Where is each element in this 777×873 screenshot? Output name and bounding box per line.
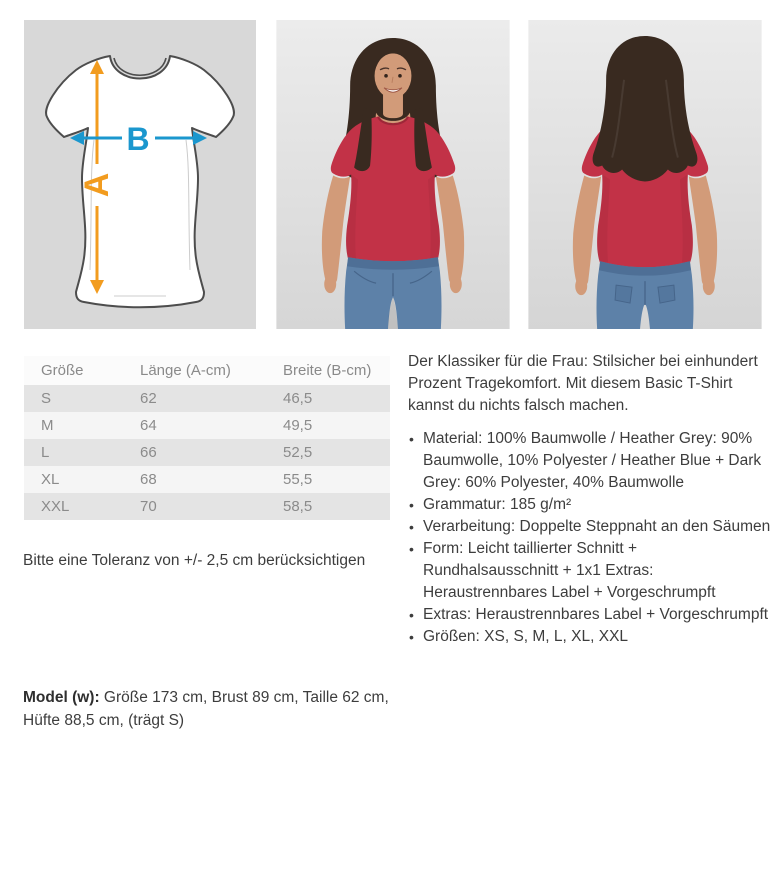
feature-extras: • Extras: Heraustrennbares Label + Vorgeschrumpft bbox=[408, 604, 774, 626]
tshirt-measure-diagram-icon bbox=[24, 20, 256, 329]
cell-size: XL bbox=[41, 471, 60, 488]
cell-width: 52,5 bbox=[283, 444, 313, 461]
model-back-photo[interactable] bbox=[528, 20, 762, 329]
measure-label-a: A bbox=[78, 172, 116, 198]
feature-grammatur: • Grammatur: 185 g/m² bbox=[408, 494, 774, 516]
product-description bbox=[408, 351, 774, 648]
header-length: Länge (A-cm) bbox=[140, 356, 283, 385]
header-size: Größe bbox=[24, 356, 140, 385]
cell-size: L bbox=[41, 444, 50, 461]
cell-size: M bbox=[41, 417, 54, 434]
model-measurements bbox=[23, 686, 395, 732]
tolerance-note: Bitte eine Toleranz von +/- 2,5 cm berücksichtigen bbox=[23, 551, 366, 569]
table-row-xl bbox=[24, 466, 390, 493]
cell-size: S bbox=[41, 390, 52, 407]
cell-length: 62 bbox=[140, 390, 157, 407]
cell-length: 64 bbox=[140, 417, 157, 434]
table-row-s bbox=[24, 385, 390, 412]
model-front-illustration-icon bbox=[276, 20, 510, 329]
model-front-photo[interactable] bbox=[276, 20, 510, 329]
cell-width: 46,5 bbox=[283, 390, 313, 407]
feature-groessen: • Größen: XS, S, M, L, XL, XXL bbox=[408, 626, 774, 648]
size-diagram-image[interactable] bbox=[24, 20, 256, 329]
feature-form: • Form: Leicht taillierter Schnitt + Rundhalsausschnitt + 1x1 Extras: Heraustrennbares Label + Vorgeschrumpft bbox=[408, 538, 774, 604]
cell-width: 58,5 bbox=[283, 498, 313, 515]
cell-width: 55,5 bbox=[283, 471, 313, 488]
feature-list bbox=[408, 428, 774, 648]
header-width: Breite (B-cm) bbox=[283, 356, 390, 385]
feature-verarbeitung: • Verarbeitung: Doppelte Steppnaht an den Säumen bbox=[408, 516, 774, 538]
feature-material: • Material: 100% Baumwolle / Heather Grey: 90% Baumwolle, 10% Polyester / Heather Blue + Dark Grey: 60% Polyester, 40% Baumwolle bbox=[408, 428, 774, 494]
model-details: Größe 173 cm, Brust 89 cm, Taille 62 cm, Hüfte 88,5 cm, (trägt S) bbox=[23, 688, 389, 729]
model-back-illustration-icon bbox=[528, 20, 762, 329]
model-label: Model (w): bbox=[23, 688, 100, 706]
table-row-l bbox=[24, 439, 390, 466]
cell-size: XXL bbox=[41, 498, 70, 515]
measure-label-b: B bbox=[126, 121, 150, 157]
table-row-xxl bbox=[24, 493, 390, 520]
cell-length: 70 bbox=[140, 498, 157, 515]
description-intro: Der Klassiker für die Frau: Stilsicher bei einhundert Prozent Tragekomfort. Mit diesem Basic T-Shirt kannst du nichts falsch machen. bbox=[408, 353, 758, 414]
size-chart-header-row bbox=[24, 356, 390, 385]
cell-width: 49,5 bbox=[283, 417, 313, 434]
table-row-m bbox=[24, 412, 390, 439]
cell-length: 66 bbox=[140, 444, 157, 461]
size-chart-table bbox=[24, 356, 390, 520]
cell-length: 68 bbox=[140, 471, 157, 488]
